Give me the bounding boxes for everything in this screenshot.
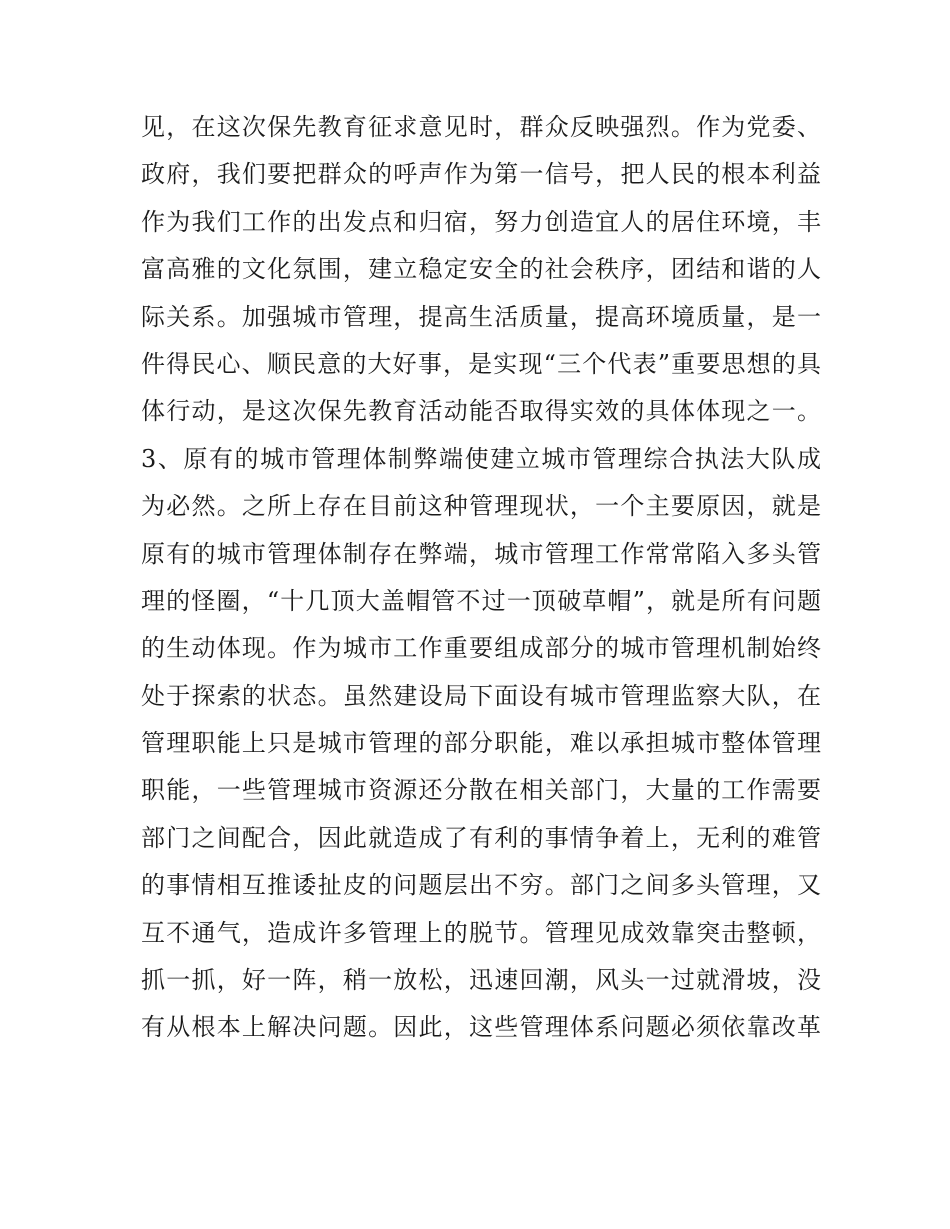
text-line-9: 为必然。之所上存在目前这种管理现状，一个主要原因，就是 xyxy=(141,492,821,521)
text-line-5: 际关系。加强城市管理，提高生活质量，提高环境质量，是一 xyxy=(141,302,821,331)
text-line-14: 管理职能上只是城市管理的部分职能，难以承担城市整体管理 xyxy=(141,729,821,758)
text-line-6: 件得民心、顺民意的大好事，是实现“三个代表”重要思想的具 xyxy=(141,349,821,378)
text-line-7: 体行动，是这次保先教育活动能否取得实效的具体体现之一。 xyxy=(141,397,821,426)
text-line-16: 部门之间配合，因此就造成了有利的事情争着上，无利的难管 xyxy=(141,823,821,852)
text-line-13: 处于探索的状态。虽然建设局下面设有城市管理监察大队，在 xyxy=(141,681,821,710)
text-line-2: 政府，我们要把群众的呼声作为第一信号，把人民的根本利益 xyxy=(141,160,821,189)
text-line-4: 富高雅的文化氛围，建立稳定安全的社会秩序，团结和谐的人 xyxy=(141,255,821,284)
text-line-1: 见，在这次保先教育征求意见时，群众反映强烈。作为党委、 xyxy=(141,113,821,141)
text-line-11: 理的怪圈，“十几顶大盖帽管不过一顶破草帽”，就是所有问题 xyxy=(141,586,821,615)
text-line-12: 的生动体现。作为城市工作重要组成部分的城市管理机制始终 xyxy=(141,634,821,663)
text-line-20: 有从根本上解决问题。因此，这些管理体系问题必须依靠改革 xyxy=(141,1013,821,1042)
text-line-10: 原有的城市管理体制存在弊端，城市管理工作常常陷入多头管 xyxy=(141,539,821,568)
text-line-3: 作为我们工作的出发点和归宿，努力创造宜人的居住环境，丰 xyxy=(141,207,821,236)
text-line-8: 3、原有的城市管理体制弊端使建立城市管理综合执法大队成 xyxy=(141,444,821,473)
text-line-18: 互不通气，造成许多管理上的脱节。管理见成效靠突击整顿， xyxy=(141,918,821,947)
text-line-19: 抓一抓，好一阵，稍一放松，迅速回潮，风头一过就滑坡，没 xyxy=(141,966,821,995)
text-line-17: 的事情相互推诿扯皮的问题层出不穷。部门之间多头管理，又 xyxy=(141,871,821,900)
text-line-15: 职能，一些管理城市资源还分散在相关部门，大量的工作需要 xyxy=(141,776,821,805)
body-text xyxy=(141,104,821,1052)
